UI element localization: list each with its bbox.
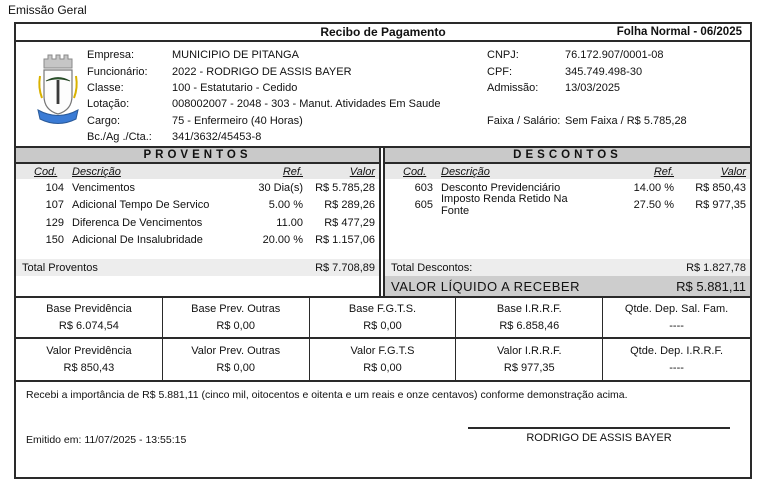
info-label: Lotação: <box>87 98 130 111</box>
base-value: ---- <box>669 362 684 374</box>
cod-cell: 104 <box>45 181 64 194</box>
col-cod: Cod. <box>34 165 58 178</box>
descricao-cell: Adicional Tempo De Servico <box>72 199 210 212</box>
descontos-header: DESCONTOS <box>385 148 750 164</box>
net-pay-band <box>385 276 750 296</box>
info-label: CNPJ: <box>487 49 519 62</box>
title-row <box>16 24 750 42</box>
municipality-crest-icon <box>34 50 82 138</box>
col-ref: Ref. <box>282 165 303 178</box>
ref-cell: 30 Dia(s) <box>258 181 303 194</box>
info-label: Empresa: <box>87 49 135 62</box>
base-value: R$ 850,43 <box>63 362 115 374</box>
base-cell <box>310 298 457 339</box>
base-label: Base Prev. Outras <box>191 303 281 316</box>
desconto-row <box>385 193 750 218</box>
base-label: Base Previdência <box>46 303 132 316</box>
total-proventos-band <box>16 259 379 276</box>
ref-cell: 11.00 <box>276 216 303 229</box>
cod-cell: 129 <box>45 216 64 229</box>
base-cell <box>163 298 310 339</box>
valor-cell: R$ 289,26 <box>324 199 375 212</box>
descricao-cell: Diferenca De Vencimentos <box>72 216 203 229</box>
cod-cell: 107 <box>45 199 64 212</box>
base-value: R$ 6.858,46 <box>499 319 560 332</box>
valor-cell: R$ 977,35 <box>695 199 746 212</box>
info-value: MUNICIPIO DE PITANGA <box>172 49 299 62</box>
info-value: 345.749.498-30 <box>565 65 643 78</box>
base-label: Qtde. Dep. I.R.R.F. <box>630 345 724 357</box>
net-pay-label: VALOR LÍQUIDO A RECEBER <box>391 278 580 294</box>
info-label: Classe: <box>87 81 124 94</box>
info-value: 75 - Enfermeiro (40 Horas) <box>172 114 303 127</box>
proventos-header: PROVENTOS <box>16 148 379 164</box>
proventos-rows <box>16 179 379 259</box>
cod-cell: 150 <box>45 234 64 247</box>
base-value: R$ 0,00 <box>216 362 255 374</box>
document-footer <box>16 421 750 469</box>
provento-row <box>16 197 379 215</box>
base-label: Valor Previdência <box>46 345 132 357</box>
base-cell <box>16 298 163 339</box>
proventos-column-headers <box>16 164 379 179</box>
col-descricao: Descrição <box>441 165 490 178</box>
page-heading: Emissão Geral <box>8 3 87 17</box>
ref-cell: 14.00 % <box>633 181 674 194</box>
base-cell <box>310 339 457 380</box>
col-valor: Valor <box>720 165 746 178</box>
base-cell <box>16 339 163 380</box>
employee-info-grid <box>87 47 746 145</box>
valor-cell: R$ 1.157,06 <box>315 234 375 247</box>
total-descontos-value: R$ 1.827,78 <box>686 261 746 274</box>
base-value: R$ 0,00 <box>363 362 402 374</box>
earnings-deductions-section <box>16 146 750 296</box>
descricao-cell: Desconto Previdenciário <box>441 181 561 194</box>
total-descontos-band <box>385 259 750 276</box>
base-cell <box>603 339 750 380</box>
descricao-cell: Vencimentos <box>72 181 135 194</box>
provento-row <box>16 179 379 197</box>
info-value: 008002007 - 2048 - 303 - Manut. Atividades Em Saude <box>172 98 441 111</box>
base-cell <box>163 339 310 380</box>
descontos-column-headers <box>385 164 750 179</box>
ref-cell: 27.50 % <box>633 199 674 212</box>
receipt-document <box>14 22 752 479</box>
emitted-timestamp: Emitido em: 11/07/2025 - 13:55:15 <box>26 434 187 446</box>
col-valor: Valor <box>349 165 375 178</box>
valor-cell: R$ 850,43 <box>695 181 746 194</box>
info-value: 341/3632/45453-8 <box>172 131 262 144</box>
base-label: Base I.R.R.F. <box>496 303 562 316</box>
provento-row <box>16 232 379 250</box>
info-value: 2022 - RODRIGO DE ASSIS BAYER <box>172 65 352 78</box>
ref-cell: 20.00 % <box>262 234 303 247</box>
proventos-table <box>16 148 379 296</box>
descricao-cell: Adicional De Insalubridade <box>72 234 203 247</box>
signature-block <box>468 427 730 444</box>
descontos-table <box>385 148 750 296</box>
valor-cell: R$ 477,29 <box>324 216 375 229</box>
info-value: 76.172.907/0001-08 <box>565 49 664 62</box>
info-label: Admissão: <box>487 81 539 94</box>
signature-name: RODRIGO DE ASSIS BAYER <box>526 432 672 444</box>
base-label: Valor F.G.T.S <box>350 345 415 357</box>
base-value: R$ 0,00 <box>216 319 255 332</box>
base-cell <box>603 298 750 339</box>
info-label: Cargo: <box>87 114 121 127</box>
base-value: R$ 6.074,54 <box>58 319 119 332</box>
total-proventos-value: R$ 7.708,89 <box>315 261 375 274</box>
base-label: Qtde. Dep. Sal. Fam. <box>624 303 729 316</box>
info-value: 13/03/2025 <box>565 81 621 94</box>
payroll-period-label: Folha Normal - 06/2025 <box>616 26 742 38</box>
cod-cell: 605 <box>414 199 433 212</box>
employee-info-section <box>16 42 750 146</box>
spacer <box>16 276 379 296</box>
info-label: Funcionário: <box>87 65 148 78</box>
info-value: 100 - Estatutario - Cedido <box>172 81 298 94</box>
info-label: CPF: <box>487 65 513 78</box>
net-pay-value: R$ 5.881,11 <box>676 278 746 294</box>
receipt-statement: Recebi a importância de R$ 5.881,11 (cinco mil, oitocentos e oitenta e um reais e onze centavos) conforme demonstração acima. <box>16 380 750 421</box>
info-label: Faixa / Salário: <box>487 114 561 127</box>
base-cell <box>456 339 603 380</box>
col-ref: Ref. <box>653 165 674 178</box>
base-label: Valor Prev. Outras <box>191 345 281 357</box>
base-value: R$ 977,35 <box>503 362 555 374</box>
info-value: Sem Faixa / R$ 5.785,28 <box>565 114 687 127</box>
base-label: Base F.G.T.S. <box>348 303 417 316</box>
col-cod: Cod. <box>403 165 427 178</box>
descricao-cell: Imposto Renda Retido Na Fonte <box>441 193 568 218</box>
descontos-rows <box>385 179 750 259</box>
base-cell <box>456 298 603 339</box>
total-descontos-label: Total Descontos: <box>391 261 473 274</box>
total-proventos-label: Total Proventos <box>22 261 98 274</box>
cod-cell: 603 <box>414 181 433 194</box>
base-value: ---- <box>669 319 684 332</box>
ref-cell: 5.00 % <box>268 199 303 212</box>
document-title: Recibo de Pagamento <box>320 25 446 39</box>
base-label: Valor I.R.R.F. <box>496 345 562 357</box>
provento-row <box>16 214 379 232</box>
base-value: R$ 0,00 <box>363 319 402 332</box>
valor-cell: R$ 5.785,28 <box>315 181 375 194</box>
info-label: Bc./Ag ./Cta.: <box>87 131 152 144</box>
bases-grid <box>16 296 750 380</box>
col-descricao: Descrição <box>72 165 121 178</box>
